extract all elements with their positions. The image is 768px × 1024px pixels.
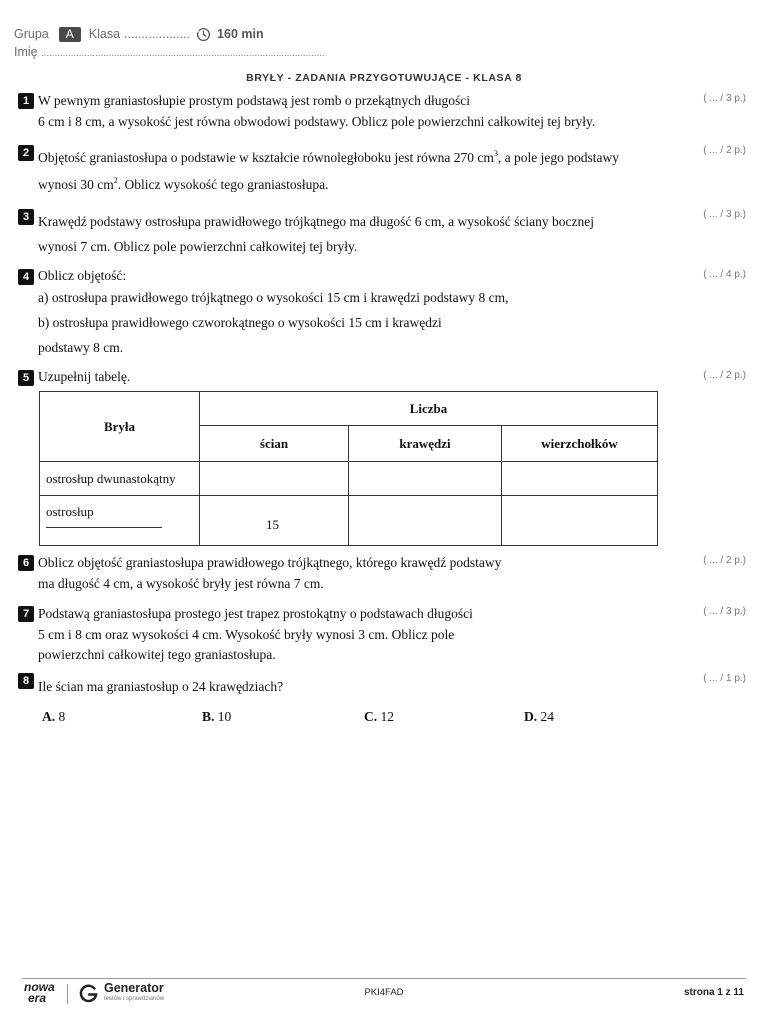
task-2-line-1: Objętość graniastosłupa o podstawie w kształcie równoległoboku jest równa 270 $cm^3$, a pole jego podstawy bbox=[38, 149, 620, 165]
task-1-line-2: 6 cm i 8 cm, a wysokość jest równa obwodowi podstawy. Oblicz pole powierzchni całkowitej tej bryły. bbox=[38, 114, 596, 129]
row2-faces-cell: 15 bbox=[200, 496, 349, 546]
task-7-number: 7 bbox=[18, 606, 34, 622]
document-code: PKI4FAD bbox=[364, 987, 404, 998]
task-1-line-1: W pewnym graniastosłupie prostym podstawą jest romb o przekątnych długości bbox=[38, 93, 471, 108]
page-title: BRYŁY - ZADANIA PRZYGOTUWUJĄCE - KLASA 8 bbox=[246, 72, 522, 84]
table-row bbox=[40, 496, 658, 546]
time-limit: 160 min bbox=[217, 27, 264, 41]
table-header-solid: Bryła bbox=[40, 392, 200, 462]
group-badge: A bbox=[59, 27, 81, 42]
task-5-number: 5 bbox=[18, 370, 34, 386]
table-row bbox=[40, 462, 658, 496]
row2-vertices-cell[interactable] bbox=[502, 496, 658, 546]
task-4-points: ( ... / 4 p.) bbox=[703, 269, 746, 280]
task-7-line-1: Podstawą graniastosłupa prostego jest trapez prostokątny o podstawach długości bbox=[38, 606, 473, 621]
header-name-row bbox=[14, 45, 325, 59]
task-8-number: 8 bbox=[18, 673, 34, 689]
row2-solid-name: ostrosłup bbox=[46, 504, 94, 519]
task-6-number: 6 bbox=[18, 555, 34, 571]
nowa-era-logo: nowa era bbox=[24, 980, 55, 1005]
answer-d[interactable]: D. 24 bbox=[524, 709, 554, 724]
task-4-line-4: podstawy 8 cm. bbox=[38, 340, 124, 355]
task-7-line-3: powierzchni całkowitej tego graniastosłupa. bbox=[38, 647, 276, 662]
task-5-line-1: Uzupełnij tabelę. bbox=[38, 369, 131, 384]
task-6-line-2: ma długość 4 cm, a wysokość bryły jest równa 7 cm. bbox=[38, 576, 324, 591]
answer-a[interactable]: A. 8 bbox=[42, 709, 66, 724]
page-number: strona 1 z 11 bbox=[683, 987, 744, 998]
task-1-number: 1 bbox=[18, 93, 34, 109]
task-2-points: ( ... / 2 p.) bbox=[703, 145, 746, 156]
row1-solid-name: ostrosłup dwunastokątny bbox=[40, 462, 200, 496]
table-header-count: Liczba bbox=[200, 392, 658, 426]
task-3-line-1: Krawędź podstawy ostrosłupa prawidłowego trójkątnego ma długość 6 cm, a wysokość ściany bocznej bbox=[38, 214, 594, 229]
row2-solid-cell bbox=[40, 496, 200, 546]
row1-edges-cell[interactable] bbox=[349, 462, 502, 496]
task-1-points: ( ... / 3 p.) bbox=[703, 93, 746, 104]
task-2-line-2: wynosi 30 $cm^2$. Oblicz wysokość tego graniastosłupa. bbox=[38, 176, 329, 192]
task-4-number: 4 bbox=[18, 269, 34, 285]
task-8-line-1: Ile ścian ma graniastosłup o 24 krawędziach? bbox=[38, 679, 284, 694]
row2-solid-blank[interactable] bbox=[46, 522, 162, 528]
footer-divider bbox=[22, 978, 746, 979]
task-6-line-1: Oblicz objętość graniastosłupa prawidłowego trójkątnego, którego krawędź podstawy bbox=[38, 555, 502, 570]
generator-logo-text: Generator bbox=[104, 981, 164, 995]
row1-vertices-cell[interactable] bbox=[502, 462, 658, 496]
table-header-vertices: wierzchołków bbox=[502, 426, 658, 462]
answer-b[interactable]: B. 10 bbox=[202, 709, 232, 724]
task-7-points: ( ... / 3 p.) bbox=[703, 606, 746, 617]
task-5-points: ( ... / 2 p.) bbox=[703, 370, 746, 381]
generator-logo-subtitle: testów i sprawdzianów bbox=[104, 996, 165, 1002]
task-2-number: 2 bbox=[18, 145, 34, 161]
task-4-line-1: Oblicz objętość: bbox=[38, 268, 127, 283]
task-7-line-2: 5 cm i 8 cm oraz wysokości 4 cm. Wysokość bryły wynosi 3 cm. Oblicz pole bbox=[38, 627, 455, 642]
name-label: Imię bbox=[14, 45, 38, 59]
header-group-row bbox=[14, 25, 264, 43]
group-label: Grupa bbox=[14, 27, 49, 41]
clock-icon bbox=[196, 27, 211, 42]
class-label: Klasa bbox=[88, 27, 121, 41]
task-3-points: ( ... / 3 p.) bbox=[703, 209, 746, 220]
task-4-line-2: a) ostrosłupa prawidłowego trójkątnego o wysokości 15 cm i krawędzi podstawy 8 cm, bbox=[38, 290, 509, 305]
task-4-line-3: b) ostrosłupa prawidłowego czworokątnego o wysokości 15 cm i krawędzi bbox=[38, 315, 442, 330]
name-dots: ......................................................................................................... bbox=[41, 48, 325, 58]
task-8-points: ( ... / 1 p.) bbox=[703, 673, 746, 684]
answer-c[interactable]: C. 12 bbox=[364, 709, 394, 724]
solids-table bbox=[39, 391, 658, 546]
table-header-faces: ścian bbox=[200, 426, 349, 462]
row2-edges-cell[interactable] bbox=[349, 496, 502, 546]
row1-faces-cell[interactable] bbox=[200, 462, 349, 496]
task-3-number: 3 bbox=[18, 209, 34, 225]
class-dots: ................... bbox=[124, 27, 191, 41]
table-header-edges: krawędzi bbox=[349, 426, 502, 462]
task-6-points: ( ... / 2 p.) bbox=[703, 555, 746, 566]
task-3-line-2: wynosi 7 cm. Oblicz pole powierzchni całkowitej tej bryły. bbox=[38, 239, 358, 254]
